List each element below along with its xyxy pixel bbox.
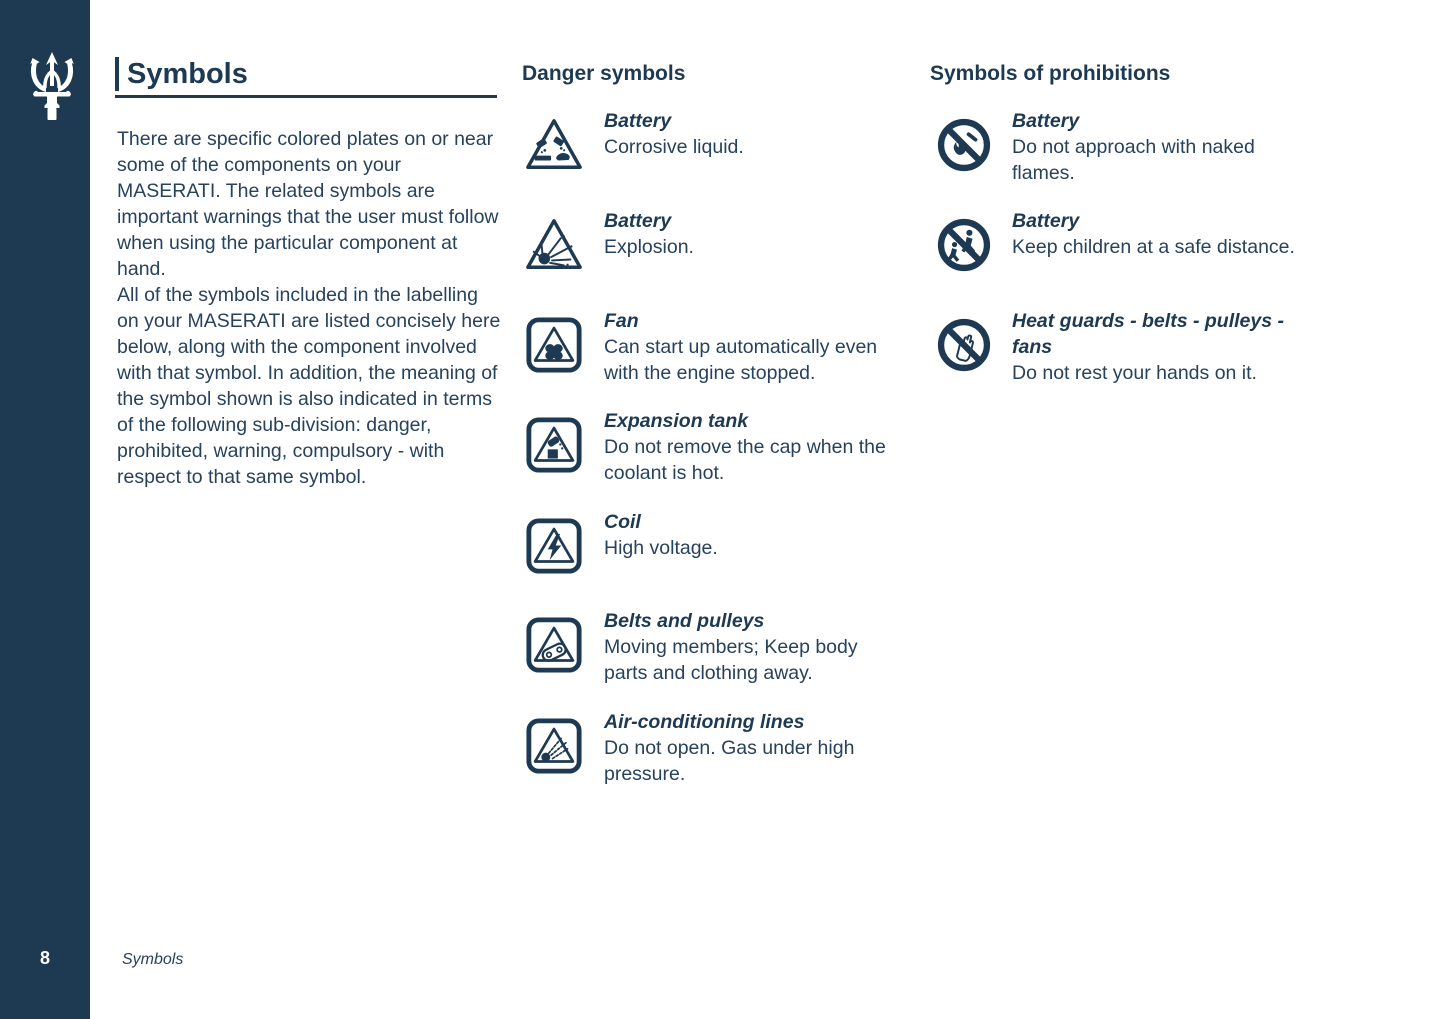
item-label: Expansion tank bbox=[604, 410, 749, 432]
item-label: Battery bbox=[1012, 110, 1080, 132]
high-voltage-warning-icon bbox=[525, 517, 583, 575]
no-hands-icon bbox=[937, 318, 991, 372]
intro-paragraph: There are specific colored plates on or near some of the components on your MASERATI. The related symbols are important warnings that the user must follow when using the particular component at hand. bbox=[117, 128, 499, 280]
danger-item bbox=[525, 509, 886, 575]
danger-item bbox=[525, 208, 886, 274]
prohibition-item bbox=[937, 308, 1304, 386]
prohibition-item bbox=[937, 208, 1304, 272]
item-description: Explosion. bbox=[604, 236, 694, 258]
danger-item bbox=[525, 108, 886, 174]
item-label: Heat guards - belts - pulleys - fans bbox=[1012, 310, 1284, 358]
item-description: Can start up automatically even with the engine stopped. bbox=[604, 336, 878, 384]
intro-text bbox=[117, 126, 502, 490]
prohibitions-heading: Symbols of prohibitions bbox=[930, 62, 1171, 85]
item-description: Do not remove the cap when the coolant is hot. bbox=[604, 436, 886, 484]
danger-symbols-section bbox=[522, 0, 905, 1019]
intro-paragraph: All of the symbols included in the labelling on your MASERATI are listed concisely here below, along with the component involved with that symbol. In addition, the meaning of the symbol shown is also indicated in terms of the following sub-division: danger, prohibited, warning, compulsory - with respect to that same symbol. bbox=[117, 284, 501, 488]
no-naked-flames-icon bbox=[937, 118, 991, 172]
danger-item bbox=[525, 408, 886, 486]
prohibition-item bbox=[937, 108, 1304, 186]
danger-item bbox=[525, 308, 886, 386]
item-description: Moving members; Keep body parts and clothing away. bbox=[604, 636, 858, 684]
item-label: Belts and pulleys bbox=[604, 610, 765, 632]
item-description: Do not approach with naked flames. bbox=[1012, 136, 1255, 184]
item-description: High voltage. bbox=[604, 537, 718, 559]
corrosive-warning-icon bbox=[525, 116, 583, 174]
title-block bbox=[115, 57, 497, 98]
item-description: Keep children at a safe distance. bbox=[1012, 236, 1295, 258]
explosion-warning-icon bbox=[525, 216, 583, 274]
maserati-trident-logo bbox=[26, 52, 78, 122]
sidebar bbox=[0, 0, 90, 1019]
gas-pressure-warning-icon bbox=[525, 717, 583, 775]
danger-symbols-heading: Danger symbols bbox=[522, 62, 686, 85]
hot-coolant-warning-icon bbox=[525, 416, 583, 474]
item-label: Battery bbox=[604, 210, 672, 232]
prohibitions-section bbox=[930, 0, 1310, 1019]
item-description: Do not open. Gas under high pressure. bbox=[604, 737, 855, 785]
item-label: Fan bbox=[604, 310, 639, 332]
belts-pulleys-warning-icon bbox=[525, 616, 583, 674]
item-description: Corrosive liquid. bbox=[604, 136, 744, 158]
item-label: Battery bbox=[604, 110, 672, 132]
danger-item bbox=[525, 608, 886, 686]
footer-section-label: Symbols bbox=[122, 951, 184, 968]
item-label: Air-conditioning lines bbox=[604, 711, 805, 733]
page-title: Symbols bbox=[115, 57, 497, 91]
item-label: Battery bbox=[1012, 210, 1080, 232]
danger-item bbox=[525, 709, 886, 787]
item-label: Coil bbox=[604, 511, 641, 533]
fan-warning-icon bbox=[525, 316, 583, 374]
keep-children-away-icon bbox=[937, 218, 991, 272]
item-description: Do not rest your hands on it. bbox=[1012, 362, 1257, 384]
page-number: 8 bbox=[39, 948, 50, 968]
